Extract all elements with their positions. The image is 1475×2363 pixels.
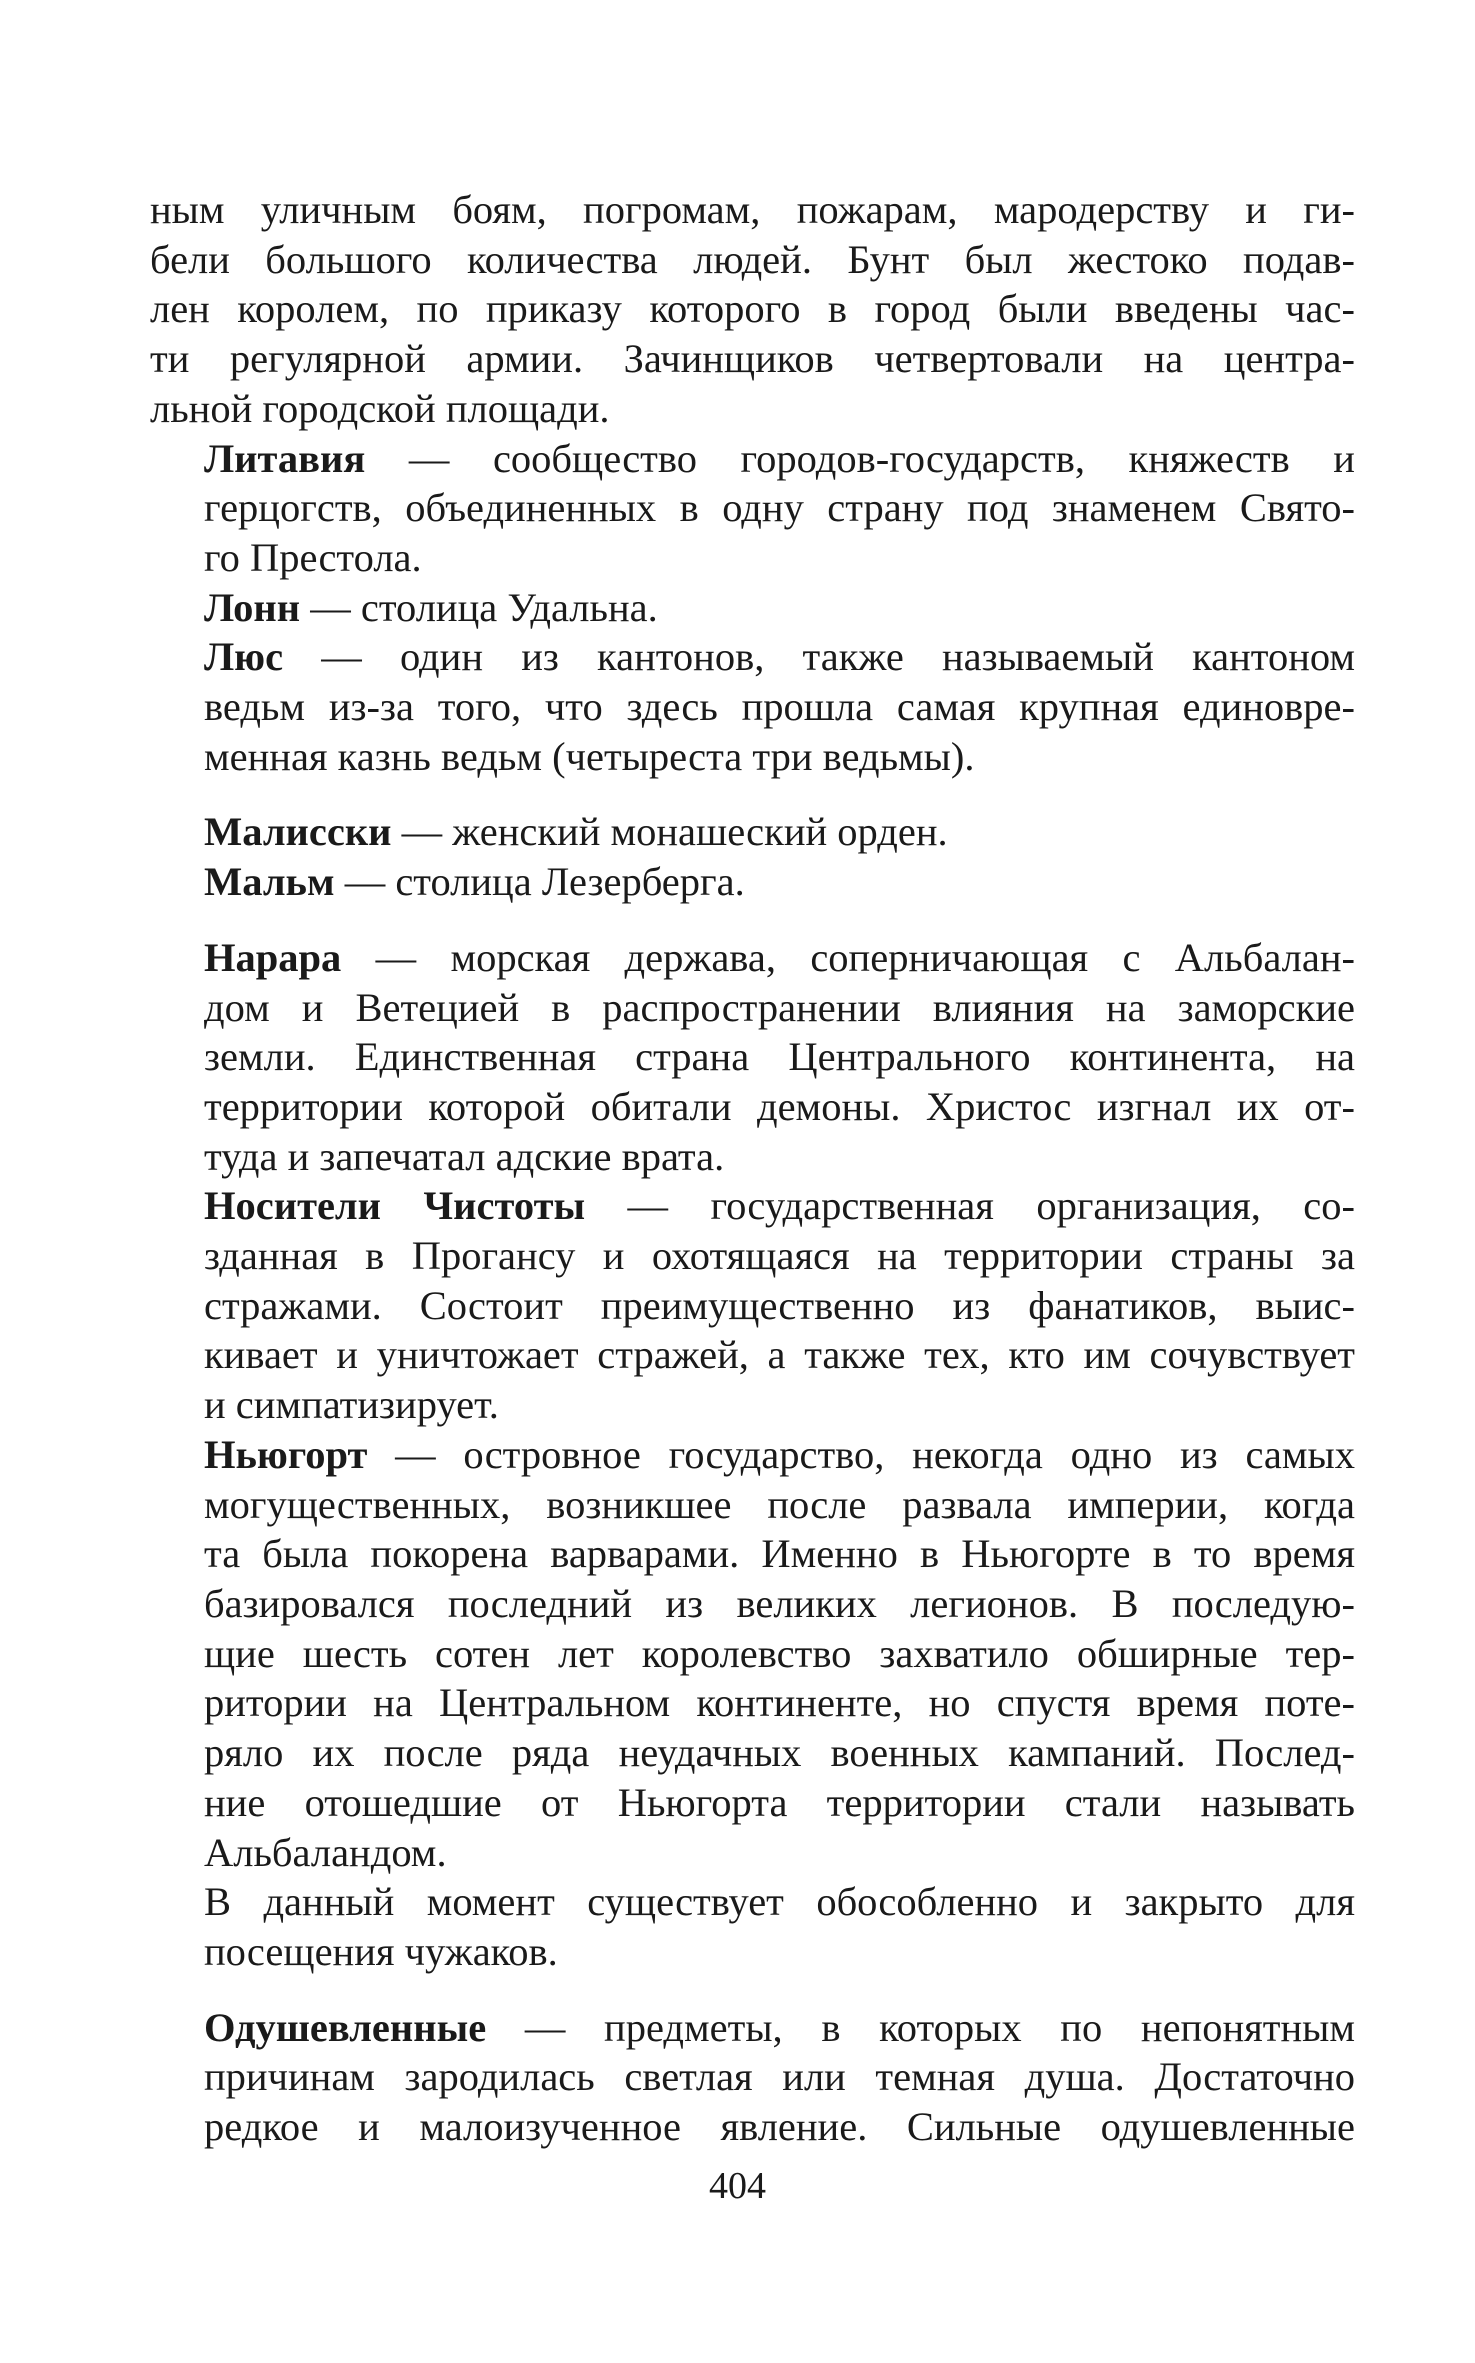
line-text: В данный момент существует обособленно и закрыто для (204, 1879, 1355, 1925)
glossary-term: Лонн (204, 584, 301, 630)
text-line (150, 185, 1355, 235)
text-line (150, 1927, 1355, 1977)
text-line (150, 1480, 1355, 1530)
text-line (150, 483, 1355, 533)
line-text: посещения чужаков. (204, 1928, 558, 1974)
line-text: щие шесть сотен лет королевство захватило обширные тер- (204, 1630, 1355, 1676)
line-text: туда и запечатал адские врата. (204, 1133, 725, 1179)
text-line (150, 1877, 1355, 1927)
text-line (150, 983, 1355, 1033)
text-line (150, 235, 1355, 285)
text-line (150, 1678, 1355, 1728)
text-line (150, 384, 1355, 434)
text-line (150, 1629, 1355, 1679)
text-line (150, 1579, 1355, 1629)
line-text: — женский монашеский орден. (391, 809, 948, 855)
line-text: лен королем, по приказу которого в город были введены час- (150, 286, 1355, 332)
glossary-entry (150, 1430, 1355, 1877)
glossary-term: Малисски (204, 809, 392, 855)
text-line (150, 2102, 1355, 2152)
line-text: ряло их после ряда неудачных военных кампаний. Послед- (204, 1730, 1355, 1776)
glossary-entry (150, 434, 1355, 583)
paragraph (150, 185, 1355, 434)
line-text: — столица Лезерберга. (334, 859, 745, 905)
text-line (150, 1430, 1355, 1480)
line-text: менная казнь ведьм (четыреста три ведьмы). (204, 733, 975, 779)
line-text: ведьм из-за того, что здесь прошла самая крупная единовре- (204, 684, 1355, 730)
line-text: ритории на Центральном континенте, но спустя время поте- (204, 1680, 1355, 1726)
line-text: — морская держава, соперничающая с Альбалан- (341, 934, 1355, 980)
line-text: дом и Ветецией в распространении влияния на заморские (204, 984, 1355, 1030)
section-gap (150, 907, 1355, 933)
page-body (150, 185, 1355, 2152)
line-text: Альбаландом. (204, 1829, 447, 1875)
text-line (150, 2052, 1355, 2102)
glossary-entry (150, 2003, 1355, 2152)
glossary-term: Мальм (204, 859, 335, 905)
section-gap (150, 1977, 1355, 2003)
text-line (150, 583, 1355, 633)
text-line (150, 1132, 1355, 1182)
page-number: 404 (709, 2165, 766, 2207)
text-line (150, 857, 1355, 907)
text-line (150, 1828, 1355, 1878)
line-text: льной городской площади. (150, 385, 610, 431)
line-text: — островное государство, некогда одно из самых (367, 1431, 1355, 1477)
glossary-term: Одушевленные (204, 2004, 487, 2050)
line-text: кивает и уничтожает стражей, а также тех, кто им сочувствует (204, 1332, 1355, 1378)
line-text: — один из кантонов, также называемый кантоном (283, 634, 1355, 680)
glossary-term: Ньюгорт (204, 1431, 368, 1477)
line-text: — сообщество городов-государств, княжеств и (365, 435, 1355, 481)
text-line (150, 1082, 1355, 1132)
line-text: ным уличным боям, погромам, пожарам, мародерству и ги- (150, 187, 1355, 232)
line-text: земли. Единственная страна Центрального континента, на (204, 1034, 1355, 1080)
text-line (150, 1032, 1355, 1082)
text-line (150, 334, 1355, 384)
text-line (150, 1778, 1355, 1828)
glossary-term: Нарара (204, 934, 342, 980)
text-line (150, 1529, 1355, 1579)
glossary-entry (150, 632, 1355, 781)
line-text: редкое и малоизученное явление. Сильные одушевленные (204, 2104, 1355, 2150)
text-line (150, 632, 1355, 682)
text-line (150, 933, 1355, 983)
line-text: и симпатизирует. (204, 1382, 499, 1428)
line-text: герцогств, объединенных в одну страну под знаменем Свято- (204, 485, 1355, 531)
text-line (150, 434, 1355, 484)
line-text: — предметы, в которых по непонятным (486, 2004, 1355, 2050)
text-line (150, 1380, 1355, 1430)
line-text: стражами. Состоит преимущественно из фанатиков, выис- (204, 1282, 1355, 1328)
line-text: та была покорена варварами. Именно в Ньюгорте в то время (204, 1531, 1355, 1577)
line-text: причинам зародилась светлая или темная душа. Достаточно (204, 2054, 1355, 2100)
glossary-term: Носители Чистоты (204, 1183, 586, 1229)
text-line (150, 807, 1355, 857)
paragraph (150, 1877, 1355, 1976)
text-line (150, 2003, 1355, 2053)
text-line (150, 1330, 1355, 1380)
glossary-term: Литавия (204, 435, 366, 481)
glossary-entry (150, 807, 1355, 857)
text-line (150, 1181, 1355, 1231)
glossary-term: Люс (204, 634, 284, 680)
text-line (150, 284, 1355, 334)
glossary-entry (150, 583, 1355, 633)
line-text: базировался последний из великих легионов. В последую- (204, 1580, 1355, 1626)
text-line (150, 682, 1355, 732)
line-text: ние отошедшие от Ньюгорта территории стали называть (204, 1779, 1355, 1825)
line-text: ти регулярной армии. Зачинщиков четвертовали на центра- (150, 336, 1355, 382)
text-line (150, 1728, 1355, 1778)
glossary-entry (150, 933, 1355, 1182)
section-gap (150, 781, 1355, 807)
line-text: го Престола. (204, 534, 422, 580)
glossary-entry (150, 857, 1355, 907)
text-line (150, 732, 1355, 782)
line-text: — государственная организация, со- (585, 1183, 1356, 1229)
line-text: территории которой обитали демоны. Христос изгнал их от- (204, 1083, 1355, 1129)
glossary-entry (150, 1181, 1355, 1430)
text-line (150, 1231, 1355, 1281)
text-line (150, 1281, 1355, 1331)
line-text: — столица Удальна. (300, 584, 658, 630)
line-text: зданная в Прогансу и охотящаяся на территории страны за (204, 1233, 1355, 1279)
line-text: бели большого количества людей. Бунт был жестоко подав- (150, 236, 1355, 282)
line-text: могущественных, возникшее после развала империи, когда (204, 1481, 1355, 1527)
text-line (150, 533, 1355, 583)
